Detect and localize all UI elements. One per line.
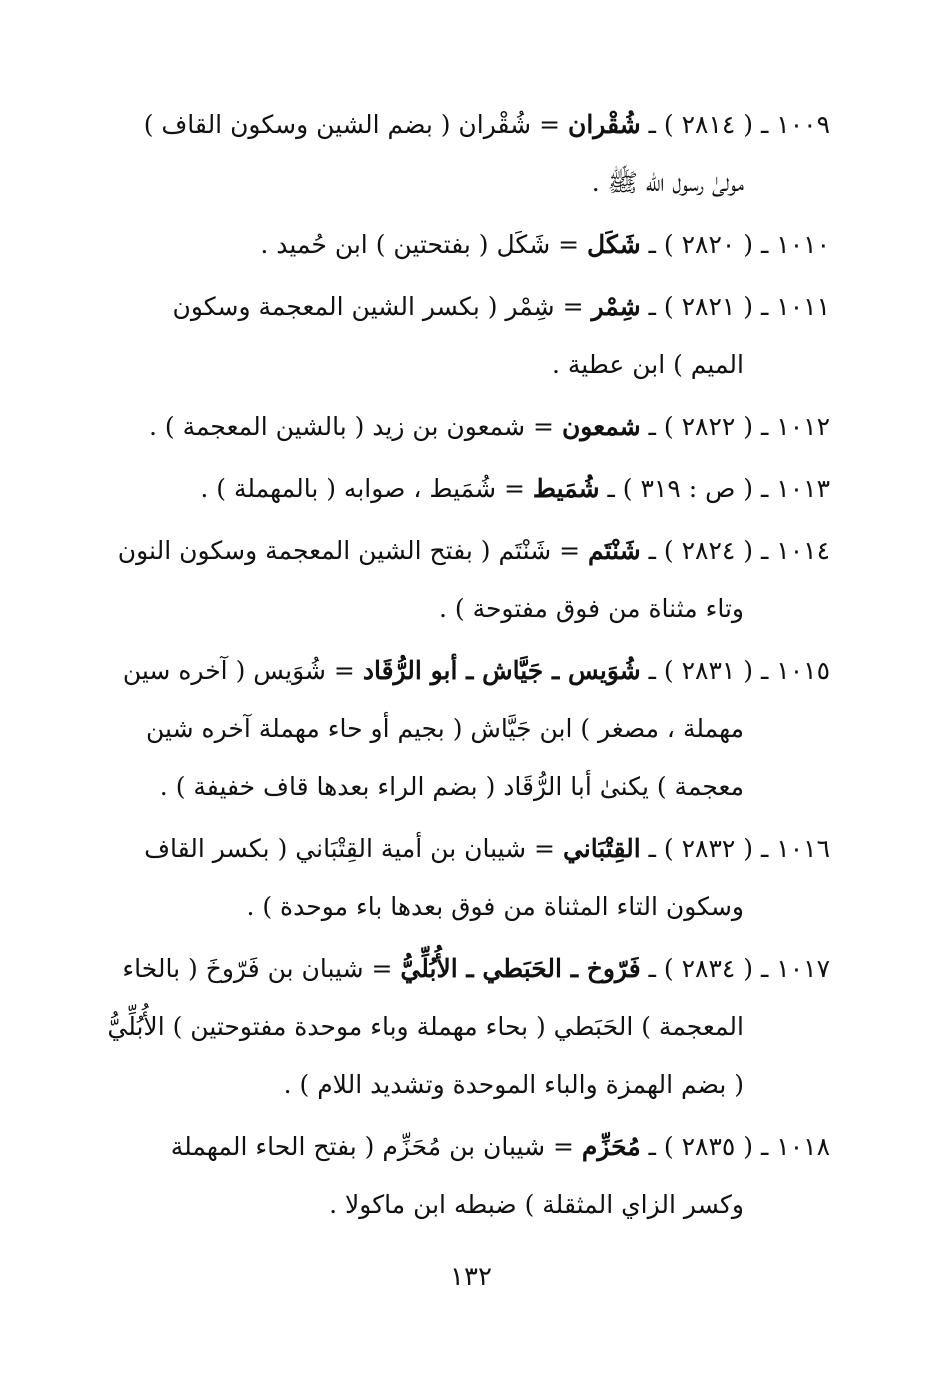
- entry-number: ١٠١٥: [776, 656, 830, 685]
- entry-ref: ( ٢٨١٤ ): [663, 110, 754, 139]
- entry-text-continued: المعجمة ) الحَبَطي ( بحاء مهملة وباء موحدة مفتوحتين ) الأُبُلِّيُّ: [107, 1012, 744, 1041]
- entry-text-continued: الميم ) ابن عطية .: [552, 350, 744, 379]
- separator: ـ: [761, 536, 769, 565]
- entry-text-continued: مهملة ، مصغر ) ابن جَيَّاش ( بجيم أو حاء مهملة آخره شين: [146, 714, 744, 743]
- entry-1016: [78, 820, 830, 936]
- entry-number: ١٠١١: [776, 292, 830, 321]
- separator: ـ: [761, 954, 769, 983]
- entry-text-continued: مولىٰ رسول الله ﷺ .: [591, 168, 744, 197]
- entry-ref: ( ٢٨٢٠ ): [663, 230, 754, 259]
- separator: ـ: [648, 412, 656, 441]
- entry-text-continued: وتاء مثناة من فوق مفتوحة ) .: [438, 594, 744, 623]
- entry-headword: مُحَزِّم: [581, 1132, 641, 1161]
- entry-headword: شَنْتَم: [588, 536, 641, 565]
- entry-text: = شِمْر ( بكسر الشين المعجمة وسكون: [172, 292, 584, 321]
- entry-1017: [78, 940, 830, 1114]
- separator: ـ: [648, 1132, 656, 1161]
- entry-number: ١٠١٢: [776, 412, 830, 441]
- entry-number: ١٠١٦: [776, 834, 830, 863]
- entry-ref: ( ٢٨٣١ ): [663, 656, 754, 685]
- entry-text: = شيبان بن أمية القِتْبَاني ( بكسر القاف: [144, 834, 556, 863]
- entry-headword: شُمَيط: [532, 474, 600, 503]
- entry-number: ١٠١٠: [776, 230, 830, 259]
- entry-number: ١٠١٣: [776, 474, 830, 503]
- entry-headword: شُقْران: [567, 110, 641, 139]
- entry-headword: فَرّوخ ـ الحَبَطي ـ الأُبُلِّيُّ: [400, 954, 641, 983]
- entry-text: = شمعون بن زيد ( بالشين المعجمة ) .: [148, 412, 554, 441]
- entry-ref: ( ٢٨٢٤ ): [663, 536, 754, 565]
- entry-headword: القِتْبَاني: [562, 834, 641, 863]
- separator: ـ: [761, 474, 769, 503]
- entry-ref: ( ٢٨٣٢ ): [663, 834, 754, 863]
- entry-ref: ( ص : ٣١٩ ): [622, 474, 754, 503]
- separator: ـ: [761, 656, 769, 685]
- entry-1013: [78, 460, 830, 518]
- entry-text: = شَكَل ( بفتحتين ) ابن حُميد .: [260, 230, 580, 259]
- entry-text: = شيبان بن فَرّوخَ ( بالخاء: [122, 954, 393, 983]
- separator: ـ: [761, 834, 769, 863]
- entry-text-continued: وسكون التاء المثناة من فوق بعدها باء موحدة ) .: [246, 892, 744, 921]
- separator: ـ: [761, 292, 769, 321]
- entry-text: = شَنْتَم ( بفتح الشين المعجمة وسكون النون: [117, 536, 581, 565]
- separator: ـ: [648, 834, 656, 863]
- separator: ـ: [607, 474, 615, 503]
- separator: ـ: [761, 1132, 769, 1161]
- separator: ـ: [648, 536, 656, 565]
- entry-1011: [78, 278, 830, 394]
- entry-text: = شُوَيس ( آخره سين: [122, 656, 355, 685]
- entry-1015: [78, 642, 830, 816]
- separator: ـ: [761, 412, 769, 441]
- entry-number: ١٠١٧: [776, 954, 830, 983]
- entry-text: = شُمَيط ، صوابه ( بالمهملة ) .: [200, 474, 525, 503]
- entry-text: = شيبان بن مُحَزِّم ( بفتح الحاء المهملة: [170, 1132, 574, 1161]
- entry-headword: شُوَيس ـ جَيَّاش ـ أبو الرُّقَاد: [362, 656, 641, 685]
- entry-1014: [78, 522, 830, 638]
- entry-text: = شُقْران ( بضم الشين وسكون القاف ): [143, 110, 561, 139]
- entry-ref: ( ٢٨٢٢ ): [663, 412, 754, 441]
- entry-number: ١٠٠٩: [776, 110, 830, 139]
- entry-1012: [78, 398, 830, 456]
- separator: ـ: [761, 230, 769, 259]
- entry-number: ١٠١٤: [776, 536, 830, 565]
- separator: ـ: [648, 110, 656, 139]
- entry-number: ١٠١٨: [776, 1132, 830, 1161]
- separator: ـ: [761, 110, 769, 139]
- entry-ref: ( ٢٨٣٤ ): [663, 954, 754, 983]
- entry-headword: شمعون: [561, 412, 641, 441]
- entry-text-continued: وكسر الزاي المثقلة ) ضبطه ابن ماكولا .: [329, 1190, 744, 1219]
- separator: ـ: [648, 292, 656, 321]
- page-number: ١٣٢: [450, 1262, 492, 1292]
- entry-1018: [78, 1118, 830, 1234]
- entry-text-continued: معجمة ) يكنىٰ أبا الرُّقَاد ( بضم الراء بعدها قاف خفيفة ) .: [159, 772, 744, 801]
- separator: ـ: [648, 230, 656, 259]
- entry-text-continued: ( بضم الهمزة والباء الموحدة وتشديد اللام ) .: [283, 1070, 744, 1099]
- entry-1009: [78, 96, 830, 212]
- separator: ـ: [648, 954, 656, 983]
- entry-ref: ( ٢٨٣٥ ): [663, 1132, 754, 1161]
- entry-1010: [78, 216, 830, 274]
- entry-ref: ( ٢٨٢١ ): [663, 292, 754, 321]
- entry-headword: شَكَل: [587, 230, 641, 259]
- page-body: [78, 96, 830, 1238]
- separator: ـ: [648, 656, 656, 685]
- entry-headword: شِمْر: [591, 292, 641, 321]
